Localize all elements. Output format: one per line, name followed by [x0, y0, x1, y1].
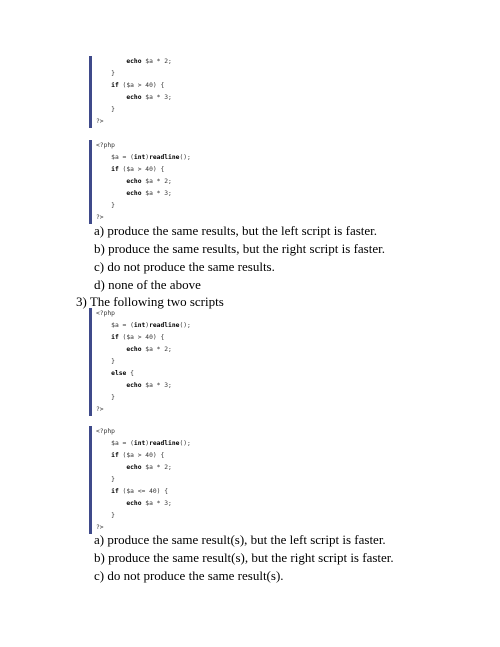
code-keyword: echo: [126, 178, 142, 185]
code-text: }: [96, 358, 115, 365]
code-text: }: [96, 394, 115, 401]
code-text: ?>: [96, 214, 104, 221]
code-text: }: [96, 512, 115, 519]
code-keyword: if: [111, 334, 119, 341]
code-line: [96, 344, 356, 356]
code-line: [96, 140, 356, 152]
code-text: [96, 94, 126, 101]
code-text: ?>: [96, 406, 104, 413]
code-line: [96, 308, 356, 320]
code-keyword: echo: [126, 346, 142, 353]
code-line: [96, 152, 356, 164]
code-text: [96, 488, 111, 495]
q3-option-c: c) do not produce the same result(s).: [94, 568, 284, 583]
code-keyword: if: [111, 452, 119, 459]
code-text: }: [96, 476, 115, 483]
code-text: [96, 334, 111, 341]
code-text: $a * 3;: [141, 94, 172, 101]
code-keyword: if: [111, 166, 119, 173]
code-text: [96, 370, 111, 377]
code-text: $a = (: [96, 440, 134, 447]
code-text: ();: [179, 440, 191, 447]
code-text: [96, 464, 126, 471]
code-line: [96, 462, 356, 474]
code-keyword: echo: [126, 464, 142, 471]
code-line: [96, 68, 356, 80]
code-text: }: [96, 106, 115, 113]
code-text: [96, 82, 111, 89]
code-keyword: else: [111, 370, 127, 377]
code-line: [96, 392, 356, 404]
code-line: [96, 450, 356, 462]
code-keyword: echo: [126, 94, 142, 101]
code-keyword: echo: [126, 382, 142, 389]
code-line: [96, 200, 356, 212]
code-text: {: [126, 370, 134, 377]
code-text: ): [145, 154, 150, 161]
code-line: [96, 426, 356, 438]
code-keyword: int: [133, 154, 146, 161]
code-text: ($a <= 40) {: [118, 488, 169, 495]
code-text: [96, 500, 126, 507]
code-text: [96, 166, 111, 173]
code-text: [96, 452, 111, 459]
code-block-3: [89, 308, 356, 416]
code-keyword: if: [111, 82, 119, 89]
code-text: ();: [179, 154, 191, 161]
code-text: }: [96, 202, 115, 209]
code-line: [96, 104, 356, 116]
code-text: $a * 2;: [141, 58, 172, 65]
code-text: ?>: [96, 524, 104, 531]
code-line: [96, 332, 356, 344]
code-keyword: echo: [126, 190, 142, 197]
code-keyword: readline: [149, 154, 180, 161]
code-text: ?>: [96, 118, 104, 125]
code-text: <?php: [96, 142, 115, 149]
code-text: ();: [179, 322, 191, 329]
code-keyword: echo: [126, 58, 142, 65]
code-text: }: [96, 70, 115, 77]
code-line: [96, 176, 356, 188]
code-keyword: int: [133, 440, 146, 447]
code-keyword: echo: [126, 500, 142, 507]
code-line: [96, 498, 356, 510]
code-line: [96, 380, 356, 392]
code-text: ($a > 40) {: [118, 334, 165, 341]
code-text: $a = (: [96, 322, 134, 329]
code-line: [96, 474, 356, 486]
code-text: ): [145, 322, 150, 329]
code-text: [96, 346, 126, 353]
code-keyword: int: [133, 322, 146, 329]
q2-option-d: d) none of the above: [94, 277, 201, 292]
code-text: $a * 2;: [141, 178, 172, 185]
code-text: $a * 3;: [141, 500, 172, 507]
code-text: ($a > 40) {: [118, 452, 165, 459]
q2-option-c: c) do not produce the same results.: [94, 259, 275, 274]
code-line: [96, 320, 356, 332]
code-text: [96, 382, 126, 389]
q3-option-b: b) produce the same result(s), but the right script is faster.: [94, 550, 394, 565]
code-line: [96, 188, 356, 200]
code-text: $a = (: [96, 154, 134, 161]
code-line: [96, 56, 356, 68]
code-line: [96, 164, 356, 176]
code-text: $a * 2;: [141, 346, 172, 353]
code-text: [96, 190, 126, 197]
code-block-2: [89, 140, 356, 224]
code-line: [96, 486, 356, 498]
code-line: [96, 368, 356, 380]
q2-option-b: b) produce the same results, but the right script is faster.: [94, 241, 385, 256]
code-keyword: readline: [149, 322, 180, 329]
code-line: [96, 116, 356, 128]
q3-option-a: a) produce the same result(s), but the left script is faster.: [94, 532, 386, 547]
code-text: ($a > 40) {: [118, 82, 165, 89]
code-text: ): [145, 440, 150, 447]
code-keyword: readline: [149, 440, 180, 447]
code-text: $a * 3;: [141, 382, 172, 389]
code-text: $a * 3;: [141, 190, 172, 197]
code-line: [96, 510, 356, 522]
code-line: [96, 92, 356, 104]
code-text: <?php: [96, 428, 115, 435]
code-text: $a * 2;: [141, 464, 172, 471]
code-text: [96, 178, 126, 185]
code-text: [96, 58, 126, 65]
code-line: [96, 438, 356, 450]
q3-heading: 3) The following two scripts: [76, 294, 224, 309]
code-block-4: [89, 426, 356, 534]
code-text: ($a > 40) {: [118, 166, 165, 173]
code-line: [96, 404, 356, 416]
code-line: [96, 356, 356, 368]
code-keyword: if: [111, 488, 119, 495]
code-text: <?php: [96, 310, 115, 317]
code-block-1: [89, 56, 356, 128]
code-line: [96, 80, 356, 92]
q2-option-a: a) produce the same results, but the left script is faster.: [94, 223, 378, 238]
